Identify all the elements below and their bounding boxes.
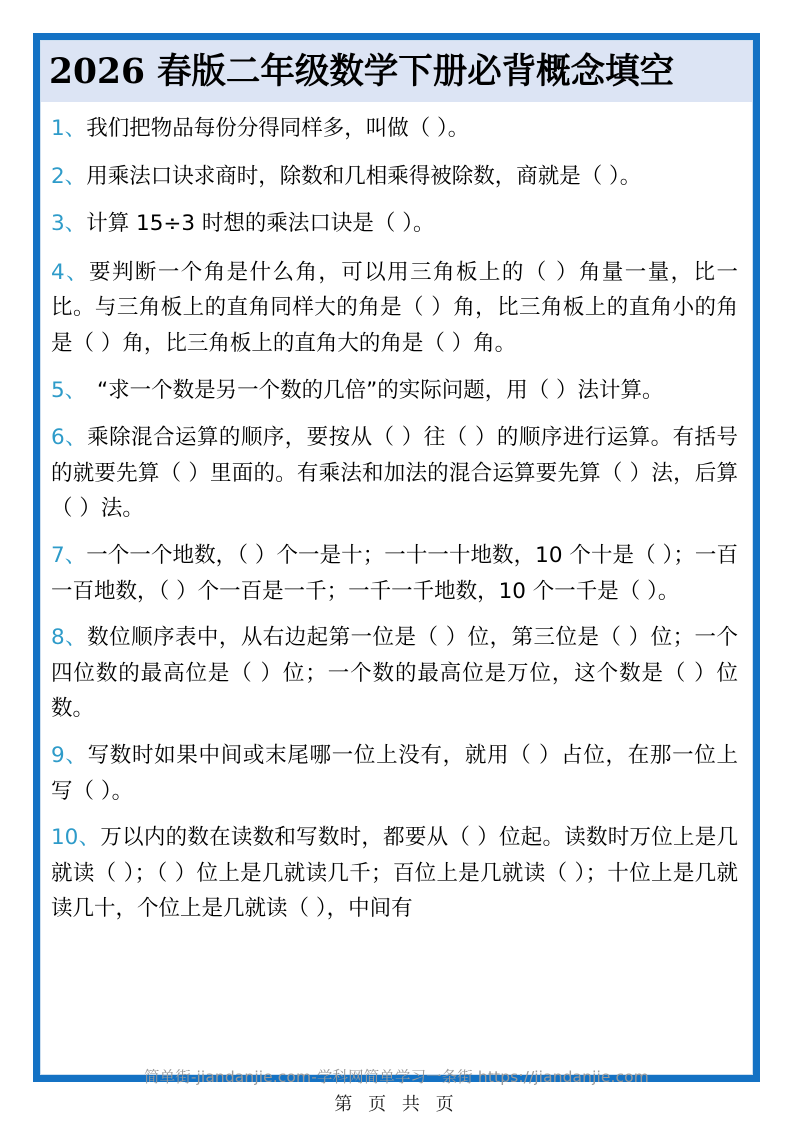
- question-item: [51, 620, 738, 727]
- question-text: 一个一个地数，（ ）个一是十；一十一十地数，10 个十是（ ）；一百一百地数，（ ）个一百是一千；一千一千地数，10 个一千是（ ）。: [51, 542, 738, 604]
- question-number: 10、: [51, 825, 101, 851]
- question-item: [51, 111, 738, 147]
- question-number: 1、: [51, 116, 87, 141]
- question-text: 数位顺序表中，从右边起第一位是（ ）位，第三位是（ ）位；一个四位数的最高位是（ ）位；一个数的最高位是万位，这个数是（ ）位数。: [51, 625, 739, 722]
- question-text: 要判断一个角是什么角，可以用三角板上的（ ）角量一量，比一比。与三角板上的直角同样大的角是（ ）角，比三角板上的直角小的角是（ ）角，比三角板上的直角大的角是（ ）角。: [51, 259, 738, 356]
- question-text: 用乘法口诀求商时，除数和几相乘得被除数，商就是（ ）。: [86, 163, 642, 189]
- question-number: 7、: [51, 542, 87, 568]
- question-number: 9、: [51, 742, 88, 768]
- question-item: [51, 373, 738, 409]
- question-item: [51, 159, 738, 195]
- question-text: 计算 15÷3 时想的乘法口诀是（ ）。: [86, 211, 435, 237]
- document-page-frame: [33, 33, 760, 1082]
- question-number: 6、: [51, 425, 88, 451]
- title-banner: [41, 41, 752, 102]
- page-number-footer: 第 页 共 页: [334, 1094, 459, 1115]
- site-watermark: 简单街-jiandanjie.com-学科网简单学习一条街 https://jiandanjie.com: [144, 1068, 649, 1086]
- question-number: 4、: [51, 259, 90, 285]
- question-number: 5、: [51, 377, 76, 403]
- question-item: [51, 255, 738, 362]
- document-page-inner: [40, 40, 753, 1075]
- question-text: “求一个数是另一个数的几倍”的实际问题，用（ ）法计算。: [75, 377, 664, 403]
- question-item: [51, 738, 738, 809]
- question-text: 乘除混合运算的顺序，要按从（ ）往（ ）的顺序进行运算。有括号的就要先算（ ）里面的。有乘法和加法的混合运算要先算（ ）法，后算（ ）法。: [51, 425, 739, 522]
- question-text: 万以内的数在读数和写数时，都要从（ ）位起。读数时万位上是几就读（ ）；（ ）位上是几就读几千；百位上是几就读（ ）；十位上是几就读几十，个位上是几就读（ ），中间有: [51, 825, 739, 922]
- question-list: [41, 102, 752, 927]
- question-text: 写数时如果中间或末尾哪一位上没有，就用（ ）占位，在那一位上写（ ）。: [51, 742, 738, 804]
- question-item: [51, 820, 738, 927]
- question-number: 3、: [51, 211, 87, 237]
- question-text: 我们把物品每份分得同样多，叫做（ ）。: [86, 116, 470, 141]
- question-number: 2、: [51, 163, 87, 189]
- question-number: 8、: [51, 625, 88, 651]
- question-item: [51, 420, 738, 527]
- question-item: [51, 538, 738, 609]
- page-title: 2026 春版二年级数学下册必背概念填空: [49, 51, 675, 92]
- question-item: [51, 206, 738, 242]
